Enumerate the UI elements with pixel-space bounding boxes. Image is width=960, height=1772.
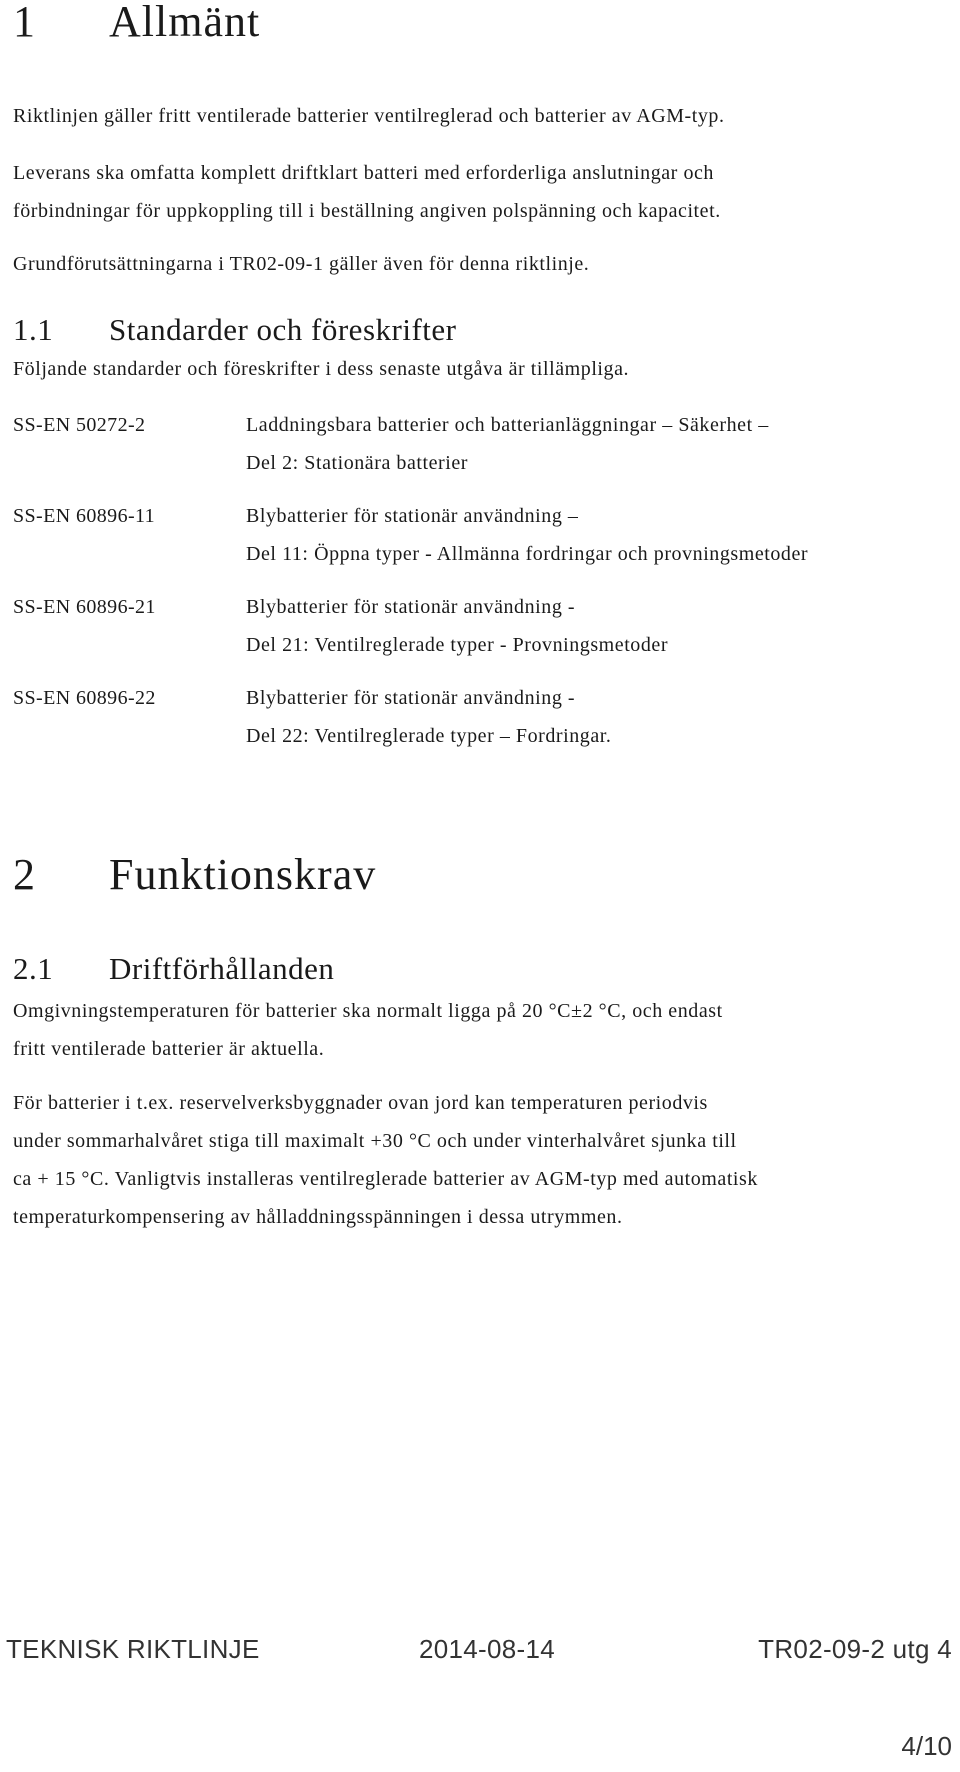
standard-description-line-1: Blybatterier för stationär användning - (246, 687, 576, 709)
footer-date: 2014-08-14 (419, 1634, 555, 1664)
standard-description (246, 406, 769, 482)
paragraph-reserve-buildings-line-4: temperaturkompensering av hålladdningsspänningen i dessa utrymmen. (13, 1206, 623, 1228)
footer-document-id: TR02-09-2 utg 4 (758, 1634, 952, 1664)
standard-description-line-1: Laddningsbara batterier och batterianläggningar – Säkerhet – (246, 414, 769, 436)
standard-description-line-2: Del 22: Ventilreglerade typer – Fordringar. (246, 725, 612, 747)
subsection-2-1-number: 2.1 (13, 951, 54, 986)
standard-description (246, 588, 668, 664)
paragraph-ambient-temperature (13, 992, 943, 1068)
paragraph-reserve-buildings-line-2: under sommarhalvåret stiga till maximalt +30 °C och under vinterhalvåret sjunka till (13, 1130, 737, 1152)
standard-description-line-2: Del 11: Öppna typer - Allmänna fordringar och provningsmetoder (246, 543, 809, 565)
subsection-2-1-title: Driftförhållanden (109, 951, 335, 986)
subsection-1-1-number: 1.1 (13, 312, 54, 347)
section-2-heading (13, 850, 377, 899)
paragraph-ambient-temperature-line-1: Omgivningstemperaturen för batterier ska normalt ligga på 20 °C±2 °C, och endast (13, 1000, 723, 1022)
subsection-2-1-heading (13, 953, 334, 984)
section-1-heading (13, 0, 260, 44)
paragraph-scope (13, 97, 943, 135)
section-1-number: 1 (13, 0, 36, 46)
paragraph-reserve-buildings (13, 1084, 943, 1236)
paragraph-delivery-line-2: förbindningar för uppkoppling till i beställning angiven polspänning och kapacitet. (13, 200, 721, 222)
section-1-title: Allmänt (109, 0, 261, 46)
paragraph-reserve-buildings-line-1: För batterier i t.ex. reservelverksbyggnader ovan jord kan temperaturen periodvis (13, 1092, 708, 1114)
standard-code: SS-EN 50272-2 (13, 414, 146, 436)
standard-description (246, 497, 808, 573)
paragraph-delivery-line-1: Leverans ska omfatta komplett driftklart batteri med erforderliga anslutningar och (13, 162, 714, 184)
paragraph-prerequisites-line-1: Grundförutsättningarna i TR02-09-1 gäller även för denna riktlinje. (13, 253, 590, 275)
paragraph-prerequisites (13, 245, 943, 283)
standard-description-line-1: Blybatterier för stationär användning – (246, 505, 579, 527)
page-number: 4/10 (901, 1731, 952, 1761)
paragraph-scope-line-1: Riktlinjen gäller fritt ventilerade batterier ventilreglerad och batterier av AGM-typ. (13, 105, 725, 127)
section-2-number: 2 (13, 850, 36, 899)
paragraph-reserve-buildings-line-3: ca + 15 °C. Vanligtvis installeras ventilreglerade batterier av AGM-typ med automatisk (13, 1168, 758, 1190)
standard-description-line-1: Blybatterier för stationär användning - (246, 596, 576, 618)
paragraph-ambient-temperature-line-2: fritt ventilerade batterier är aktuella. (13, 1038, 325, 1060)
subsection-1-1-heading (13, 314, 456, 345)
standards-intro: Följande standarder och föreskrifter i dess senaste utgåva är tillämpliga. (13, 358, 630, 380)
standard-description-line-2: Del 2: Stationära batterier (246, 452, 468, 474)
standard-code: SS-EN 60896-21 (13, 596, 156, 618)
standard-description-line-2: Del 21: Ventilreglerade typer - Provningsmetoder (246, 634, 669, 656)
section-2-title: Funktionskrav (109, 850, 377, 899)
footer-document-type: TEKNISK RIKTLINJE (6, 1634, 260, 1664)
standard-description (246, 679, 611, 755)
standard-code: SS-EN 60896-22 (13, 687, 156, 709)
standard-code: SS-EN 60896-11 (13, 505, 156, 527)
paragraph-delivery (13, 154, 943, 230)
subsection-1-1-title: Standarder och föreskrifter (109, 312, 457, 347)
